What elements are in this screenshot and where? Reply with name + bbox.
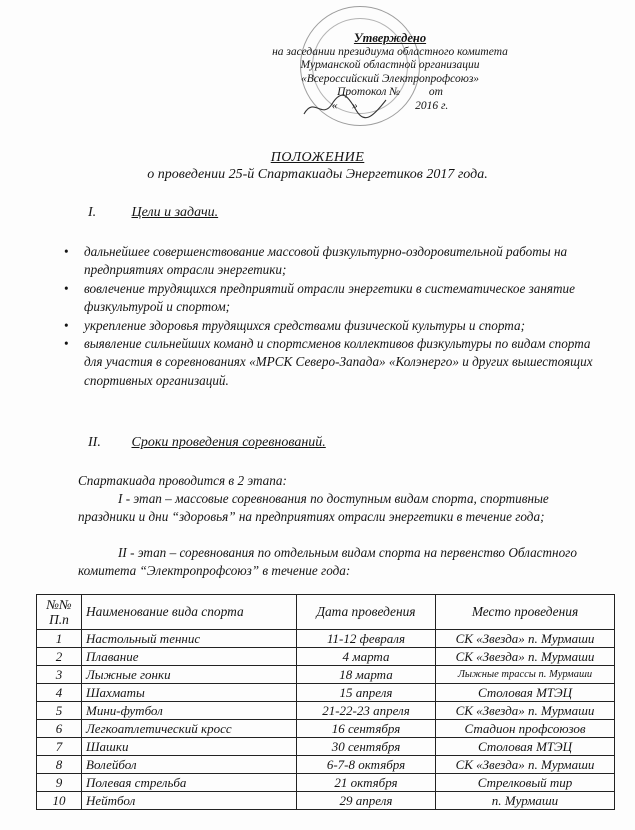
approval-line: на заседании президиума областного комитета — [272, 45, 508, 58]
table-header-row — [37, 595, 615, 630]
cell-sport: Шашки — [82, 738, 297, 756]
table-row — [37, 792, 615, 810]
cell-place: СК «Звезда» п. Мурмаши — [436, 630, 615, 648]
cell-date: 4 марта — [297, 648, 436, 666]
cell-date: 6-7-8 октября — [297, 756, 436, 774]
table-row — [37, 774, 615, 792]
document-subtitle: о проведении 25-й Спартакиады Энергетиков 2017 года. — [147, 167, 488, 182]
cell-place: Столовая МТЭЦ — [436, 738, 615, 756]
cell-sport: Волейбол — [82, 756, 297, 774]
table-row — [37, 756, 615, 774]
cell-date: 18 марта — [297, 666, 436, 684]
cell-date: 21 октября — [297, 774, 436, 792]
paragraph: Спартакиада проводится в 2 этапа: — [78, 473, 287, 488]
section-number: II. — [88, 435, 101, 450]
cell-number: 9 — [37, 774, 82, 792]
cell-sport: Лыжные гонки — [82, 666, 297, 684]
cell-number: 10 — [37, 792, 82, 810]
cell-sport: Полевая стрельба — [82, 774, 297, 792]
cell-number: 3 — [37, 666, 82, 684]
cell-number: 5 — [37, 702, 82, 720]
section-1-heading — [88, 205, 218, 221]
cell-number: 1 — [37, 630, 82, 648]
cell-number: 6 — [37, 720, 82, 738]
cell-date: 29 апреля — [297, 792, 436, 810]
paragraph: II - этап – соревнования по отдельным видам спорта на первенство Областного комитета “Электропрофсоюз” в течение года: — [78, 545, 577, 578]
table-row — [37, 666, 615, 684]
cell-date: 16 сентября — [297, 720, 436, 738]
table-row — [37, 702, 615, 720]
cell-date: 15 апреля — [297, 684, 436, 702]
goals-list — [60, 243, 600, 390]
cell-sport: Нейтбол — [82, 792, 297, 810]
section-title: Цели и задачи. — [131, 205, 219, 220]
paragraph: I - этап – массовые соревнования по доступным видам спорта, спортивные праздники и дни “здоровья” на предприятиях отрасли энергетики в течение года; — [78, 491, 549, 524]
approval-line: « » 2016 г. — [331, 99, 449, 112]
cell-number: 4 — [37, 684, 82, 702]
section-number: I. — [88, 205, 97, 220]
cell-place: Стрелковый тир — [436, 774, 615, 792]
approval-line: Мурманской областной организации — [300, 59, 480, 71]
section-2-heading — [88, 435, 326, 451]
approval-block — [230, 32, 550, 113]
cell-sport: Мини-футбол — [82, 702, 297, 720]
list-item: • дальнейшее совершенствование массовой физкультурно-оздоровительной работы на предприятиях отрасли энергетики; — [60, 243, 600, 280]
cell-place: п. Мурмаши — [436, 792, 615, 810]
table-row — [37, 630, 615, 648]
section-title: Сроки проведения соревнований. — [131, 435, 326, 450]
list-item: • выявление сильнейших команд и спортсменов коллективов физкультуры по видам спорта для участия в соревнованиях «МРСК Северо-Запада» «Колэнерго» и других вышестоящих спортивных организаций. — [60, 335, 600, 390]
cell-place: СК «Звезда» п. Мурмаши — [436, 702, 615, 720]
cell-number: 2 — [37, 648, 82, 666]
header-cell: №№ П.п — [37, 595, 82, 630]
cell-number: 8 — [37, 756, 82, 774]
cell-date: 11-12 февраля — [297, 630, 436, 648]
cell-number: 7 — [37, 738, 82, 756]
schedule-table — [36, 594, 615, 810]
document-title: ПОЛОЖЕНИЕ — [270, 150, 365, 165]
cell-place: Стадион профсоюзов — [436, 720, 615, 738]
approval-title: Утверждено — [353, 31, 427, 45]
cell-place: Лыжные трассы п. Мурмаши — [436, 666, 615, 684]
cell-sport: Настольный теннис — [82, 630, 297, 648]
approval-line: «Всероссийский Электропрофсоюз» — [300, 72, 480, 85]
header-cell: Место проведения — [436, 595, 615, 630]
cell-sport: Плавание — [82, 648, 297, 666]
cell-sport: Шахматы — [82, 684, 297, 702]
cell-date: 21-22-23 апреля — [297, 702, 436, 720]
header-cell: Дата проведения — [297, 595, 436, 630]
cell-place: СК «Звезда» п. Мурмаши — [436, 756, 615, 774]
table-row — [37, 684, 615, 702]
approval-line: Протокол № от — [337, 86, 443, 98]
table-row — [37, 738, 615, 756]
table-row — [37, 648, 615, 666]
cell-sport: Легкоатлетический кросс — [82, 720, 297, 738]
cell-date: 30 сентября — [297, 738, 436, 756]
cell-place: СК «Звезда» п. Мурмаши — [436, 648, 615, 666]
list-item: • укрепление здоровья трудящихся средствами физической культуры и спорта; — [60, 317, 600, 335]
table-row — [37, 720, 615, 738]
header-cell: Наименование вида спорта — [82, 595, 297, 630]
list-item: • вовлечение трудящихся предприятий отрасли энергетики в систематическое занятие физкультурой и спортом; — [60, 280, 600, 317]
cell-place: Столовая МТЭЦ — [436, 684, 615, 702]
